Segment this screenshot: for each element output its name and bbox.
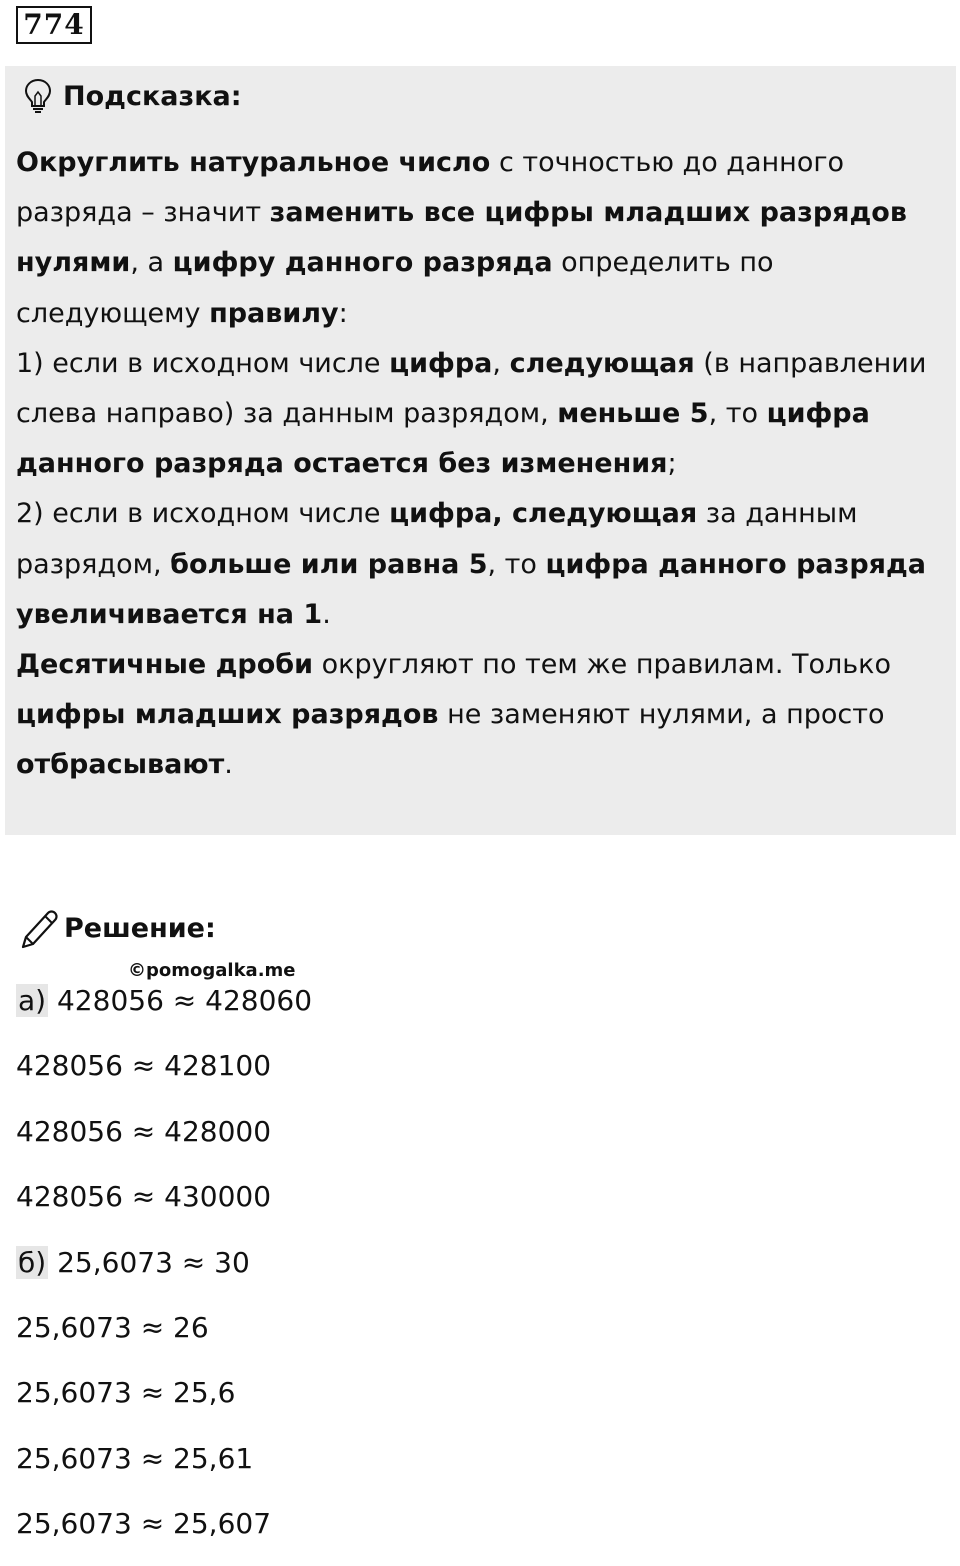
solution-expression: 428056 ≈ 430000 bbox=[16, 1180, 272, 1214]
hint-header bbox=[23, 78, 242, 114]
hint-bold-text: цифра bbox=[389, 347, 493, 379]
hint-text-segment: округляют по тем же правилам. Только bbox=[313, 649, 892, 681]
solution-line bbox=[16, 1304, 312, 1369]
hint-bold-text: меньше 5 bbox=[557, 398, 709, 430]
hint-bold-text: больше или равна 5 bbox=[170, 548, 488, 580]
solution-title: Решение: bbox=[64, 912, 216, 944]
hint-bold-text: цифра, следующая bbox=[389, 498, 698, 530]
solution-line bbox=[16, 1500, 312, 1565]
hint-bold-text: Десятичные дроби bbox=[16, 649, 314, 681]
hint-bold-text: цифры младших разрядов bbox=[16, 699, 439, 731]
lightbulb-icon bbox=[23, 78, 53, 114]
hint-text-segment: , то bbox=[487, 548, 546, 580]
solution-line bbox=[16, 1435, 312, 1500]
hint-bold-text: цифра данного разряда остается без изменения bbox=[16, 398, 870, 480]
hint-text-segment: с точностью до данного разряда – значит bbox=[16, 147, 845, 229]
solution-line bbox=[16, 1173, 312, 1238]
hint-bold-text: заменить все цифры младших разрядов нулями bbox=[16, 197, 907, 279]
item-label: б) bbox=[18, 1245, 47, 1279]
hint-bold-text: Округлить натуральное число bbox=[16, 147, 491, 178]
pencil-icon bbox=[18, 907, 58, 949]
hint-bold-text: следующая bbox=[509, 347, 695, 379]
solution-line bbox=[16, 977, 312, 1042]
hint-text-segment: , bbox=[492, 347, 510, 379]
solution-line bbox=[16, 1042, 312, 1107]
hint-box bbox=[5, 66, 956, 835]
hint-bold-text: отбрасывают bbox=[16, 749, 225, 781]
solution-expression: 25,6073 ≈ 30 bbox=[48, 1245, 250, 1279]
hint-text-segment: : bbox=[338, 297, 348, 329]
hint-text-segment: не заменяют нулями, а просто bbox=[438, 699, 885, 731]
solution-expression: 428056 ≈ 428100 bbox=[16, 1049, 272, 1083]
hint-text-segment: определить по следующему bbox=[16, 247, 774, 329]
hint-text-segment: за данным разрядом, bbox=[16, 498, 858, 580]
hint-text-segment: , то bbox=[708, 398, 767, 430]
hint-paragraph bbox=[16, 489, 946, 640]
hint-text-segment: (в направлении слева направо) за данным разрядом, bbox=[16, 347, 927, 430]
solution-line bbox=[16, 1108, 312, 1173]
solution-expression: 428056 ≈ 428060 bbox=[48, 984, 313, 1017]
task-number: 774 bbox=[16, 6, 92, 44]
solution-header bbox=[18, 906, 216, 950]
watermark: ©pomogalka.me bbox=[128, 960, 296, 981]
hint-bold-text: цифра данного разряда увеличивается на 1 bbox=[16, 548, 927, 630]
hint-bold-text: цифру данного разряда bbox=[172, 247, 553, 279]
hint-text-segment: . bbox=[224, 749, 233, 781]
solution-line bbox=[16, 1239, 312, 1304]
hint-title: Подсказка: bbox=[63, 80, 242, 112]
hint-text-segment: , а bbox=[130, 247, 173, 279]
item-label: а) bbox=[18, 984, 47, 1017]
solution-expression: 25,6073 ≈ 25,6 bbox=[16, 1376, 236, 1410]
solution-expression: 25,6073 ≈ 26 bbox=[16, 1310, 209, 1344]
hint-paragraph bbox=[16, 138, 946, 339]
hint-paragraph bbox=[16, 640, 946, 791]
solution-lines bbox=[16, 977, 312, 1566]
solution-line bbox=[16, 1369, 312, 1434]
hint-text-segment: ; bbox=[667, 448, 677, 480]
hint-paragraph bbox=[16, 339, 946, 490]
hint-text-segment: 2) если в исходном числе bbox=[16, 498, 390, 530]
solution-expression: 25,6073 ≈ 25,61 bbox=[16, 1441, 254, 1475]
hint-bold-text: правилу bbox=[209, 297, 339, 329]
solution-expression: 428056 ≈ 428000 bbox=[16, 1114, 272, 1148]
hint-text-segment: . bbox=[322, 598, 331, 630]
hint-text bbox=[16, 138, 946, 791]
solution-expression: 25,6073 ≈ 25,607 bbox=[16, 1507, 272, 1541]
hint-text-segment: 1) если в исходном числе bbox=[16, 347, 390, 379]
